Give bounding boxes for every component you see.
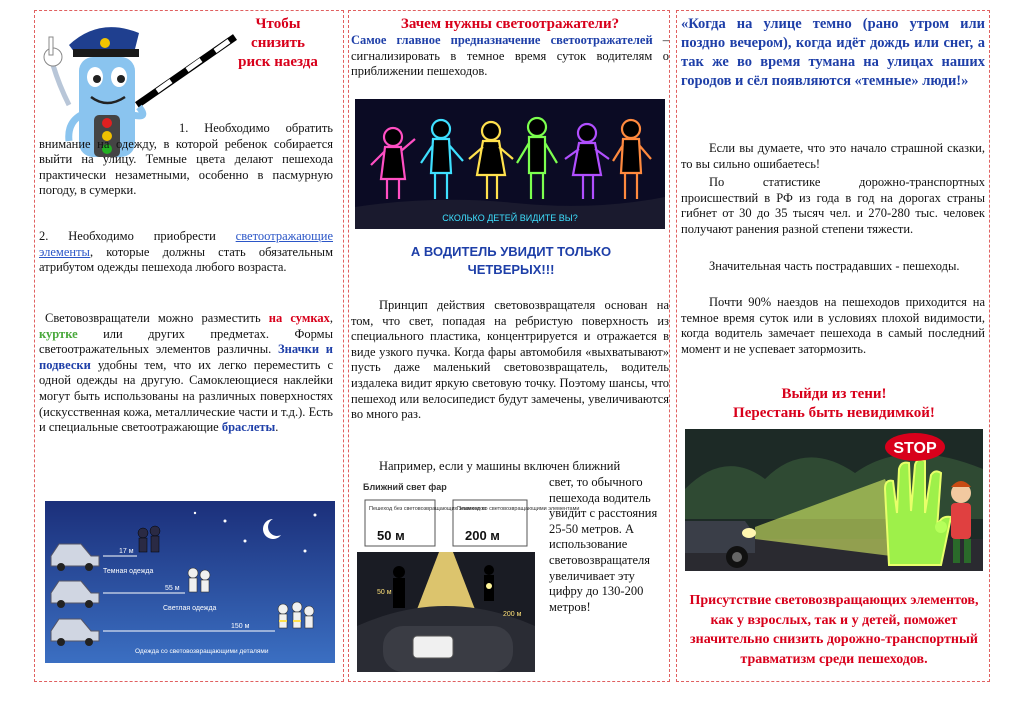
left-panel-title: Чтобы снизить риск наезда (238, 16, 318, 70)
diagram-title: Ближний свет фар (363, 482, 447, 492)
distance-light: 55 м (165, 585, 180, 592)
example-lead: Например, если у машины включен ближний (379, 459, 621, 473)
placement-badges: Значки и подвески (39, 342, 333, 372)
dark-people-quote: «Когда на улице темно (рано утром или поздно вечером), когда идёт дождь или снег, а так же во время тумана на улицах наших городов и сёл появляются «темные» люди!» (681, 16, 985, 89)
right-panel (676, 10, 990, 682)
placement-text-c: , (329, 311, 334, 325)
purpose-paragraph (351, 33, 669, 80)
slogan-step-out: Выйди из тени! (781, 386, 887, 402)
stop-sign-text: STOP (893, 440, 937, 457)
closing-statement: Присутствие световозвращающих элементов, как у взрослых, так и у детей, поможет значительно снизить дорожно-транспортный травматизм среди пешеходов. (689, 593, 979, 667)
night-accidents-paragraph: Почти 90% наездов на пешеходов приходится на темное время суток или в условиях плохой видимости, когда водитель замечает пешехода в самый последний момент и не успевает затормозить. (681, 295, 985, 356)
middle-panel-title: Зачем нужны светоотражатели? (400, 16, 620, 32)
driver-sees-four-headline: А ВОДИТЕЛЬ УВИДИТ ТОЛЬКО ЧЕТВЕРЫХ!!! (410, 244, 612, 277)
advice-1: 1. Необходимо обратить внимание на одежду, в которой ребенок собирается выйти на улицу. Темные цвета делают пешехода практически незаметными, особенно в пасмурную погоду, в сумерки. (39, 121, 333, 198)
label-light-clothes: Светлая одежда (163, 605, 217, 612)
marker-50: 50 м (377, 589, 392, 596)
advice-2 (39, 229, 333, 276)
glowing-children-image (355, 99, 665, 229)
night-scene (45, 501, 335, 663)
stop-hand-image (685, 429, 983, 571)
principle-paragraph: Принцип действия световозвращателя основан на том, что свет, попадая на ребристую поверхность из специального пластика, концентрируется и отражается в виде узкого пучка. Когда фары автомобиля «выхватывают» пусть даже маленький световозвращатель, водитель издалека видит яркую световую точку. Поэтому шансы, что пешеход или велосипедист будут замечены, увеличиваются во много раз. (351, 298, 669, 422)
visibility-distance-infographic (45, 501, 335, 663)
reflective-elements-link[interactable]: светоотражающие элементы (39, 229, 333, 259)
purpose-rest: – сигнализировать в темное время суток водителям о приближении пешеходов. (351, 33, 670, 79)
label-reflective-clothes: Одежда со световозвращающими деталями (135, 648, 269, 655)
fairy-tale-paragraph: Если вы думаете, что это начало страшной сказки, то вы сильно ошибаетесь! (681, 141, 985, 171)
middle-panel (348, 10, 670, 682)
placement-text-a: Световозвращатели можно разместить (45, 311, 269, 325)
purpose-bold: Самое главное предназначение светоотражателей (351, 33, 653, 47)
victims-paragraph: Значительная часть пострадавших - пешеходы. (709, 259, 960, 273)
box2-label: Пешеход со световозвращающими элементами (457, 506, 580, 512)
box1-value: 50 м (377, 528, 405, 543)
marker-200: 200 м (503, 611, 522, 618)
placement-bags: на сумках (268, 311, 330, 325)
placement-jacket: куртке (39, 326, 78, 341)
statistics-paragraph: По статистике дорожно-транспортных происшествий в РФ из года в год на дорогах страны гибнет от 30 до 35 тысяч чел. и 270-280 тыс. человек получают ранения разной степени тяжести. (681, 175, 985, 236)
advice-2-text-b: , которые должны стать обязательным атрибутом одежды пешехода любого возраста. (39, 244, 333, 275)
pedestrian-reflective-silhouette (484, 565, 494, 601)
distance-reflective: 150 м (231, 623, 250, 630)
example-continuation: свет, то обычного пешехода водитель увидит с расстояния 25-50 метров. А использование световозвращателя увеличивает эту цифру до 130-200 метров! (549, 475, 658, 614)
placement-text-e: или других предметах. Формы светоотражательных элементов различны. (39, 326, 333, 357)
placement-text-i: . (275, 420, 279, 435)
label-dark-clothes: Темная одежда (103, 568, 154, 575)
box1-label: Пешеход без световозвращающих элементов (369, 506, 487, 512)
distance-dark: 17 м (119, 548, 134, 555)
placement-paragraph (39, 311, 333, 436)
headlight-switch-icon (413, 636, 453, 658)
placement-text-g: удобны тем, что их легко переместить с одной одежды на другую. Самоклеющиеся наклейки могут быть использованы на различных поверхностях (искусственная кожа, металлические части и т.д.). Есть и специальные светоотражающие (39, 357, 333, 435)
advice-2-text-a: 2. Необходимо приобрести (39, 229, 236, 243)
low-beam-diagram (353, 476, 580, 672)
placement-bracelets: браслеты (221, 420, 276, 435)
kids-caption: СКОЛЬКО ДЕТЕЙ ВИДИТЕ ВЫ? (442, 213, 578, 223)
pedestrian-silhouette (393, 566, 405, 608)
children-reflective-clothes-icon (278, 602, 314, 628)
slogan-be-visible: Перестань быть невидимкой! (733, 405, 935, 421)
left-panel (34, 10, 344, 682)
box2-value: 200 м (465, 528, 500, 543)
